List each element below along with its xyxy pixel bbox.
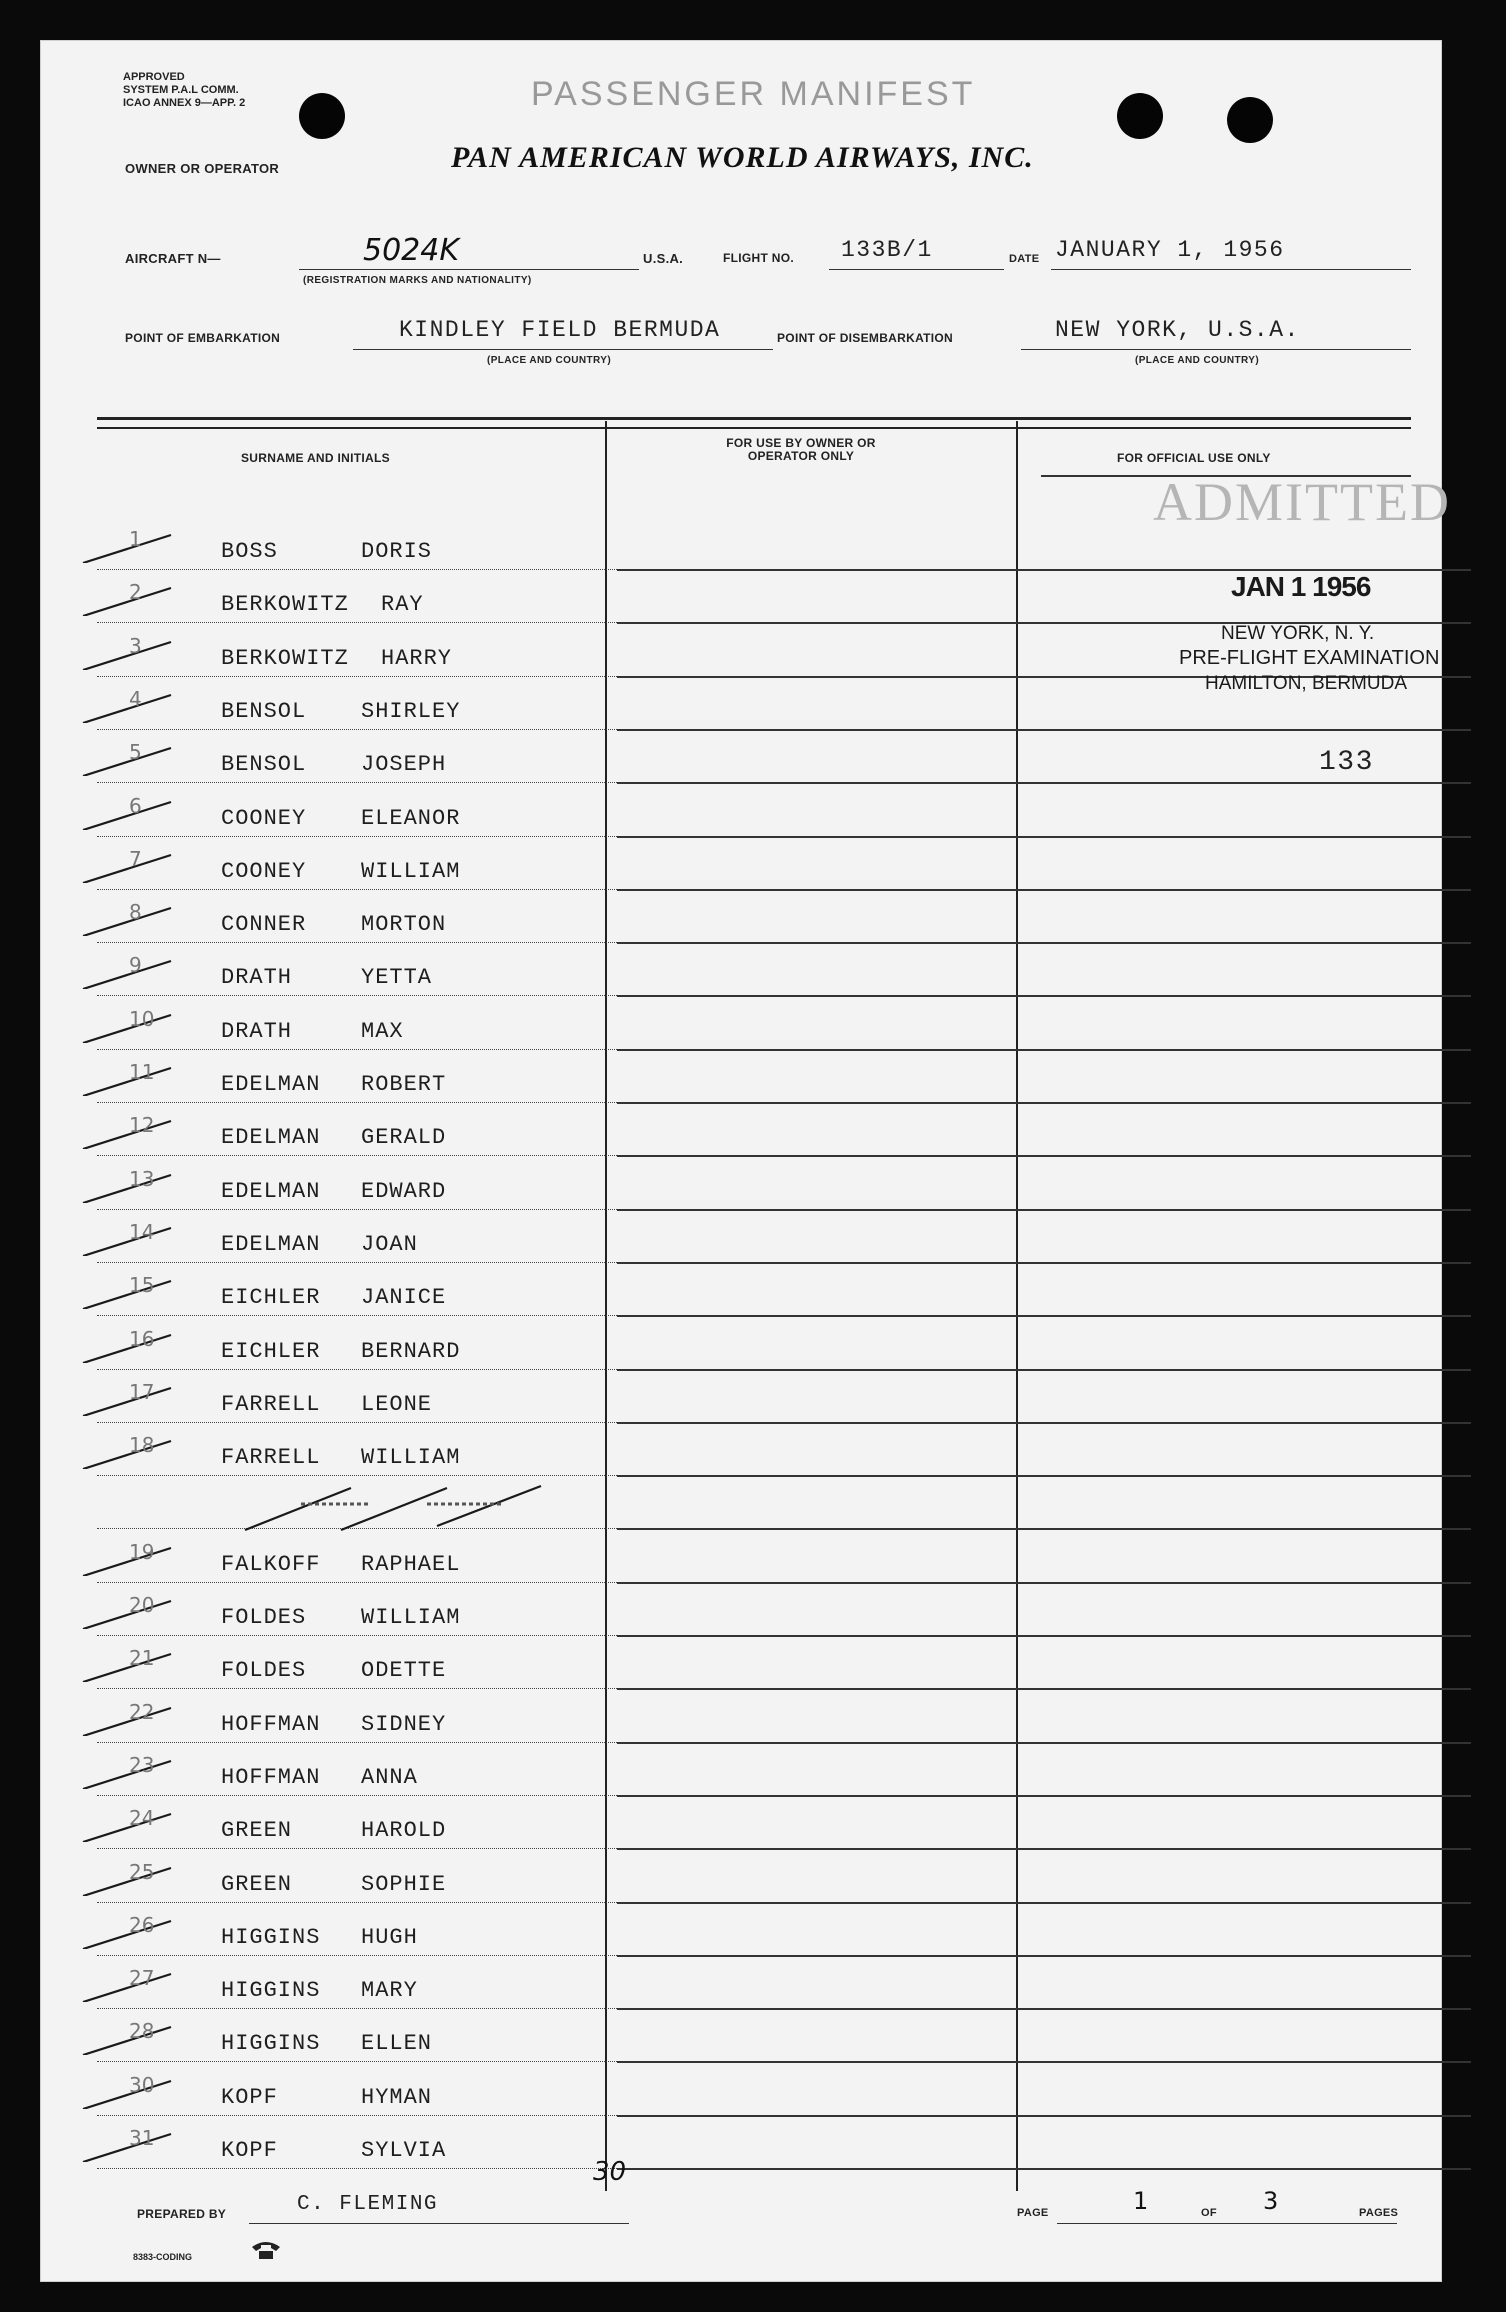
date-value: JANUARY 1, 1956 [1055, 237, 1285, 263]
passenger-number: 14 [129, 1219, 155, 1244]
passenger-surname: CONNER [221, 912, 307, 938]
passenger-given-name: BERNARD [361, 1338, 461, 1364]
passenger-given-name: JOSEPH [361, 752, 447, 778]
passenger-surname: DRATH [221, 1018, 293, 1044]
passenger-number: 30 [129, 2072, 155, 2097]
form-title: PASSENGER MANIFEST [531, 75, 976, 113]
embark-value: KINDLEY FIELD BERMUDA [399, 317, 721, 343]
passenger-given-name: YETTA [361, 965, 433, 991]
passenger-row [41, 1379, 601, 1424]
passenger-row [41, 1912, 601, 1957]
passenger-number: 19 [129, 1539, 155, 1564]
passenger-row [41, 580, 601, 624]
approval-line: SYSTEM P.A.L COMM. [123, 84, 239, 96]
passenger-given-name: HYMAN [361, 2084, 433, 2110]
passenger-surname: EDELMAN [221, 1072, 321, 1097]
passenger-given-name: HARRY [381, 645, 453, 671]
check-mark-icon [79, 1488, 179, 1522]
passenger-given-name: ANNA [361, 1764, 418, 1790]
passenger-total: 30 [593, 2157, 627, 2187]
page-label: PAGE [1017, 2207, 1049, 2219]
passenger-number: 12 [129, 1113, 155, 1138]
passenger-number: 17 [129, 1379, 155, 1404]
passenger-given-name: ELLEN [361, 2031, 433, 2057]
passenger-given-name: HUGH [361, 1924, 418, 1950]
passenger-number: 16 [129, 1326, 155, 1351]
stamp-city: NEW YORK, N. Y. [1221, 623, 1375, 644]
passenger-given-name: JANICE [361, 1285, 447, 1311]
passenger-given-name: GERALD [361, 1125, 447, 1151]
passenger-given-name: MORTON [361, 912, 447, 938]
passenger-number: 22 [129, 1699, 155, 1724]
passenger-surname: HIGGINS [221, 1978, 321, 2004]
passenger-surname: COONEY [221, 805, 307, 831]
passenger-row [41, 686, 601, 731]
passenger-number: 25 [129, 1859, 155, 1884]
manifest-sheet [40, 40, 1451, 2282]
passenger-row [41, 793, 601, 838]
punch-hole [1117, 93, 1163, 139]
passenger-row [41, 1539, 601, 1584]
passenger-surname: FARRELL [221, 1445, 321, 1471]
passenger-surname: KOPF [221, 2084, 278, 2110]
passenger-row [41, 633, 601, 678]
passenger-row [41, 527, 601, 571]
passenger-row [41, 1859, 601, 1904]
passenger-given-name: LEONE [361, 1391, 433, 1417]
passenger-row [41, 2072, 601, 2117]
passenger-row [41, 1326, 601, 1371]
passenger-number: 6 [129, 793, 142, 818]
passenger-surname: FARRELL [221, 1391, 321, 1417]
place-caption: (PLACE AND COUNTRY) [1135, 355, 1260, 366]
passenger-surname: FOLDES [221, 1605, 307, 1630]
passenger-given-name: RAPHAEL [361, 1551, 461, 1577]
usa-label: U.S.A. [643, 251, 684, 266]
passenger-row [41, 2019, 601, 2063]
passenger-number: 21 [129, 1646, 155, 1671]
page-value: 1 [1133, 2187, 1149, 2215]
passenger-surname: FOLDES [221, 1658, 307, 1684]
passenger-row [41, 953, 601, 997]
passenger-given-name: DORIS [361, 539, 433, 564]
col-owner-use: FOR USE BY OWNER OR OPERATOR ONLY [726, 436, 876, 463]
passenger-surname: EDELMAN [221, 1125, 321, 1151]
passenger-given-name: MARY [361, 1978, 418, 2004]
passenger-given-name: JOAN [361, 1231, 418, 1257]
disembark-value: NEW YORK, U.S.A. [1055, 317, 1300, 343]
form-code: 8383-CODING [133, 2252, 193, 2262]
passenger-row [41, 1699, 601, 1744]
punch-hole [299, 93, 345, 139]
passenger-given-name: ODETTE [361, 1658, 447, 1684]
passenger-number: 23 [129, 1752, 155, 1777]
passenger-surname: BENSOL [221, 698, 307, 724]
passenger-number: 9 [129, 953, 142, 978]
passenger-row [41, 2126, 601, 2170]
passenger-number: 10 [129, 1006, 155, 1031]
embark-label: POINT OF EMBARKATION [125, 331, 281, 345]
aircraft-label: AIRCRAFT N— [125, 251, 221, 266]
passenger-number: 2 [129, 580, 142, 605]
passenger-number: 15 [129, 1273, 155, 1298]
passenger-surname: GREEN [221, 1871, 293, 1897]
registration-caption: (REGISTRATION MARKS AND NATIONALITY) [303, 275, 532, 286]
col-official-use: FOR OFFICIAL USE ONLY [1117, 451, 1271, 465]
passenger-surname: DRATH [221, 965, 293, 991]
passenger-surname: BERKOWITZ [221, 592, 349, 618]
passenger-surname: HIGGINS [221, 1924, 321, 1950]
passenger-given-name: SYLVIA [361, 2138, 447, 2163]
passenger-given-name: WILLIAM [361, 1445, 461, 1471]
passenger-given-name: WILLIAM [361, 1605, 461, 1630]
passenger-number: 4 [129, 686, 142, 711]
passenger-surname: EICHLER [221, 1285, 321, 1311]
passenger-surname: FALKOFF [221, 1551, 321, 1577]
passenger-row [41, 740, 601, 784]
passenger-row [41, 1966, 601, 2010]
passenger-row [41, 1433, 601, 1477]
passenger-surname: BERKOWITZ [221, 645, 349, 671]
passenger-number: 8 [129, 900, 142, 925]
passenger-surname: BOSS [221, 539, 278, 564]
passenger-row [41, 846, 601, 891]
passenger-surname: BENSOL [221, 752, 307, 778]
passenger-number: 28 [129, 2019, 155, 2044]
passenger-number: 27 [129, 1966, 155, 1991]
stamp-location: HAMILTON, BERMUDA [1205, 673, 1407, 694]
passenger-number: 26 [129, 1912, 155, 1937]
passenger-row [41, 1113, 601, 1157]
passenger-number: 3 [129, 633, 142, 658]
passenger-surname: EDELMAN [221, 1231, 321, 1257]
pages-label: PAGES [1359, 2207, 1399, 2219]
col-surname: SURNAME AND INITIALS [241, 451, 390, 465]
place-caption: (PLACE AND COUNTRY) [487, 355, 612, 366]
telephone-icon [249, 2239, 283, 2261]
passenger-given-name: ELEANOR [361, 805, 461, 831]
passenger-given-name: WILLIAM [361, 858, 461, 884]
passenger-row [41, 1273, 601, 1317]
passenger-surname: HOFFMAN [221, 1764, 321, 1790]
passenger-number: 13 [129, 1166, 155, 1191]
of-value: 3 [1263, 2187, 1279, 2215]
stamp-exam: PRE-FLIGHT EXAMINATION [1179, 647, 1440, 669]
passenger-number: 11 [129, 1060, 155, 1084]
flight-label: FLIGHT NO. [723, 251, 794, 265]
passenger-row [41, 900, 601, 944]
passenger-row [41, 1806, 601, 1850]
stamp-flight: 133 [1319, 747, 1374, 778]
passenger-surname: COONEY [221, 858, 307, 884]
approval-line: ICAO ANNEX 9—APP. 2 [123, 97, 246, 109]
passenger-given-name: HAROLD [361, 1818, 447, 1844]
passenger-row [41, 1752, 601, 1797]
passenger-surname: GREEN [221, 1818, 293, 1844]
punch-hole [1227, 97, 1273, 143]
passenger-given-name: RAY [381, 592, 424, 618]
disembark-label: POINT OF DISEMBARKATION [777, 331, 954, 345]
passenger-number: 1 [129, 527, 142, 551]
passenger-given-name: MAX [361, 1018, 404, 1044]
passenger-given-name: SIDNEY [361, 1711, 447, 1737]
approval-block [123, 71, 245, 110]
passenger-surname: HOFFMAN [221, 1711, 321, 1737]
passenger-given-name: SHIRLEY [361, 698, 461, 724]
passenger-number: 18 [129, 1433, 155, 1458]
passenger-number: 5 [129, 740, 142, 765]
date-label: DATE [1009, 253, 1040, 265]
passenger-row [41, 1593, 601, 1637]
prepared-label: PREPARED BY [137, 2207, 227, 2221]
strike-through-icon [241, 1484, 561, 1534]
passenger-row [41, 1166, 601, 1211]
of-label: OF [1201, 2207, 1217, 2219]
passenger-given-name: SOPHIE [361, 1871, 447, 1897]
passenger-row [41, 1646, 601, 1690]
stamp-date: JAN 1 1956 [1231, 571, 1371, 602]
admitted-stamp: ADMITTED [1153, 472, 1451, 532]
passenger-given-name: ROBERT [361, 1072, 447, 1097]
flight-value: 133B/1 [841, 237, 933, 263]
prepared-value: C. FLEMING [297, 2193, 439, 2216]
passenger-surname: HIGGINS [221, 2031, 321, 2057]
passenger-number: 20 [129, 1593, 155, 1617]
passenger-row [41, 1060, 601, 1104]
passenger-row [41, 1006, 601, 1051]
passenger-given-name: EDWARD [361, 1178, 447, 1204]
passenger-surname: EICHLER [221, 1338, 321, 1364]
approval-line: APPROVED [123, 71, 185, 83]
passenger-number: 31 [129, 2126, 155, 2150]
passenger-row [41, 1219, 601, 1264]
aircraft-value: 5024K [363, 233, 460, 268]
passenger-number: 7 [129, 846, 142, 871]
passenger-surname: EDELMAN [221, 1178, 321, 1204]
passenger-surname: KOPF [221, 2138, 278, 2163]
owner-label: OWNER OR OPERATOR [125, 161, 280, 176]
airline-name: PAN AMERICAN WORLD AIRWAYS, INC. [451, 141, 1034, 174]
passenger-number: 24 [129, 1806, 155, 1831]
